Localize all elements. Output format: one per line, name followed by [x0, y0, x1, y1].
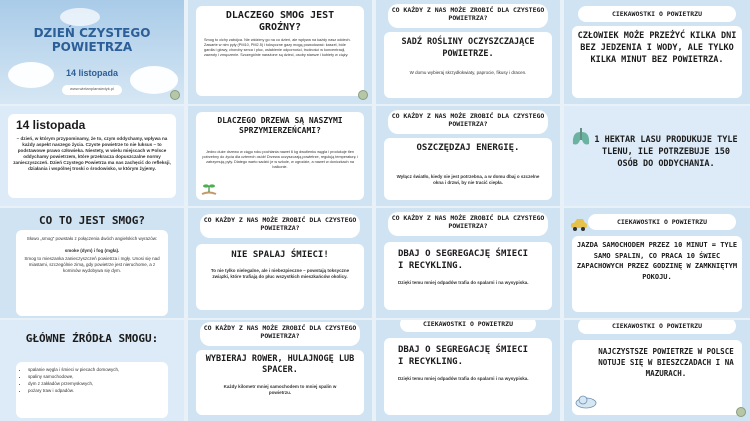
tip-title: DBAJ O SEGREGACJĘ ŚMIECI I RECYKLING.	[398, 345, 529, 367]
slide-ciekawostka-2	[564, 106, 750, 206]
slide-ciekawostka-1	[564, 0, 750, 104]
slide-segregacja	[376, 208, 560, 318]
tip-body: Każdy kilometr mniej samochodem to mniej spalin w powietrzu.	[223, 384, 337, 395]
tip-body: W domu wybieraj skrzydłokwiaty, paprocie, fikusy i dracen.	[409, 70, 527, 75]
slide-energia	[376, 106, 560, 206]
heading: DLACZEGO DRZEWA SĄ NASZYMI SPRZYMIERZEŃCAMI?	[217, 116, 343, 135]
smog-intro: Słowo „smog” powstało z połączenia dwóch angielskich wyrazów:	[26, 236, 158, 241]
slide-ciekawostka-3	[564, 208, 750, 318]
list-item: • dym z zakładów przemysłowych,	[28, 380, 168, 387]
lungs-tree-icon	[570, 126, 592, 150]
main-title: DZIEŃ CZYSTEGO POWIETRZA	[33, 26, 151, 54]
fact-text: 1 HEKTAR LASU PRODUKUJE TYLE TLENU, ILE POTRZEBUJE 150 OSÓB DO ODDYCHANIA.	[594, 135, 738, 169]
slide-ciekawostki-segregacja	[376, 320, 560, 421]
hand-plant-icon	[200, 182, 218, 196]
column-3	[376, 0, 560, 421]
tip-body: Wyłącz światło, kiedy nie jest potrzebna, a w domu dbaj o szczelne okna i drzwi, by nie tracić ciepła.	[396, 174, 540, 185]
section-heading: 14 listopada	[16, 118, 86, 132]
fact-text: JAZDA SAMOCHODEM PRZEZ 10 MINUT = TYLE SAMO SPALIN, CO PRACA 10 ŚWIEC ZAPACHOWYCH PRZEZ GODZINĘ W ZAMKNIĘTYM POKOJU.	[576, 241, 738, 281]
tip-body: To nie tylko nielegalne, ale i niebezpieczne – powstają toksyczne związki, które trafiają do płuc wszystkich mieszkańców okolicy.	[210, 268, 350, 279]
slide-co-to-smog	[0, 208, 184, 318]
cloud-icon	[574, 393, 598, 409]
slide-ciekawostka-4	[564, 320, 750, 421]
heading: CO KAŻDY Z NAS MOŻE ZROBIĆ DLA CZYSTEGO POWIETRZA?	[391, 214, 545, 230]
column-2	[188, 0, 372, 421]
heading: DLACZEGO SMOG JEST GROŹNY?	[225, 10, 335, 33]
main-date: 14 listopada	[65, 68, 119, 78]
column-4	[564, 0, 750, 421]
smog-heading: CO TO JEST SMOG?	[39, 214, 145, 227]
body: Smog to cichy zabójca. Nie widzimy go na co dzień, ale wpływa na każdy nasz oddech. Zawarte w nim pyły (PM10, PM2.5) i toksyczne gazy mogą powodować: kaszel, bóle gardła i głowy, choroby serca i płuc, osłabienie odporności, trudności w koncentracji, zawroty i zmęczenie. Szczególnie narażone są dzieci, osoby starsze i kobiety w ciąży.	[204, 38, 351, 57]
tip-title: NIE SPALAJ ŚMIECI!	[231, 250, 329, 260]
slide-14-listopada	[0, 106, 184, 206]
tip-body: Dzięki temu mniej odpadów trafia do spalarni i na wysypiska.	[398, 280, 529, 285]
fact-text: CZŁOWIEK MOŻE PRZEŻYĆ KILKA DNI BEZ JEDZENIA I WODY, ALE TYLKO KILKA MINUT BEZ POWIETRZA.	[577, 31, 737, 65]
smog-words: smoke (dym) i fog (mgła).	[64, 248, 120, 253]
site-link[interactable]: www.wielanplansiedyk.pl	[69, 86, 115, 91]
car-icon	[570, 218, 590, 232]
fact-text: NAJCZYSTSZE POWIETRZE W POLSCE NOTUJE SIĘ W BIESZCZADACH I NA MAZURACH.	[598, 347, 734, 378]
tip-title: OSZCZĘDZAJ ENERGIĘ.	[416, 143, 520, 153]
heading: CIEKAWOSTKI O POWIETRZU	[422, 320, 513, 328]
tip-title: WYBIERAJ ROWER, HULAJNOGĘ LUB SPACER.	[205, 354, 355, 375]
list-item: • spalanie węgla i śmieci w piecach domowych,	[28, 366, 168, 373]
heading: CIEKAWOSTKI O POWIETRZU	[611, 10, 702, 18]
list-item: • pożary traw i odpadów.	[28, 387, 168, 394]
heading: CO KAŻDY Z NAS MOŻE ZROBIĆ DLA CZYSTEGO POWIETRZA?	[203, 324, 357, 340]
heading: CIEKAWOSTKI O POWIETRZU	[616, 218, 707, 226]
slide-nie-spalaj	[188, 208, 372, 318]
heading: CIEKAWOSTKI O POWIETRZU	[611, 322, 702, 330]
tip-body: Dzięki temu mniej odpadów trafia do spalarni i na wysypiska.	[398, 376, 529, 381]
list-item: • spaliny samochodowe,	[28, 373, 168, 380]
section-body: – dzień, w którym przypominamy, że to, czym oddychamy, wpływa na każdy aspekt naszego życia. Czyste powietrze to nie luksus – to podstawowe prawo człowieka. Niestety, w wielu miejscach w Polsce oddychamy powietrzem, które przekracza dopuszczalne normy zanieczyszczeń. Dzień Czystego Powietrza ma nas zachęcić do refleksji, działania i wspólnej troski o środowisko, w którym żyjemy.	[13, 136, 171, 171]
slide-rower	[188, 320, 372, 421]
sources-heading: GŁÓWNE ŹRÓDŁA SMOGU:	[25, 332, 159, 345]
slide-rosliny	[376, 0, 560, 104]
heading: CO KAŻDY Z NAS MOŻE ZROBIĆ DLA CZYSTEGO POWIETRZA?	[391, 6, 545, 22]
heading: CO KAŻDY Z NAS MOŻE ZROBIĆ DLA CZYSTEGO POWIETRZA?	[203, 216, 357, 232]
slide-drzewa	[188, 106, 372, 206]
sources-list	[16, 366, 168, 394]
smog-body: Smog to mieszanka zanieczyszczeń powietrza i mgły. Unosi się nad miastami, szczególnie zimą, gdy powietrze jest nieruchome, a z kominów wydobywa się dym.	[24, 256, 160, 273]
slide-zrodla	[0, 320, 184, 421]
tip-title: SADŹ ROŚLINY OCZYSZCZAJĄCE POWIETRZE.	[401, 37, 535, 59]
slide-smog-grozny	[188, 0, 372, 104]
tip-title: DBAJ O SEGREGACJĘ ŚMIECI I RECYKLING.	[398, 249, 529, 271]
column-1	[0, 0, 184, 421]
body: Jedno duże drzewo w ciągu roku pochłania nawet 6 kg dwutlenku węgla i produkuje tlen potrzebny do życia dla czterech osób! Drzewa oczyszczają powietrze, regulują temperaturę i zatrzymują pyły. Dlatego warto sadzić je w szkole, w ogrodzie, a nawet w doniczkach na balkonie.	[202, 150, 358, 169]
heading: CO KAŻDY Z NAS MOŻE ZROBIĆ DLA CZYSTEGO POWIETRZA?	[391, 112, 545, 128]
slide-title	[0, 0, 184, 104]
